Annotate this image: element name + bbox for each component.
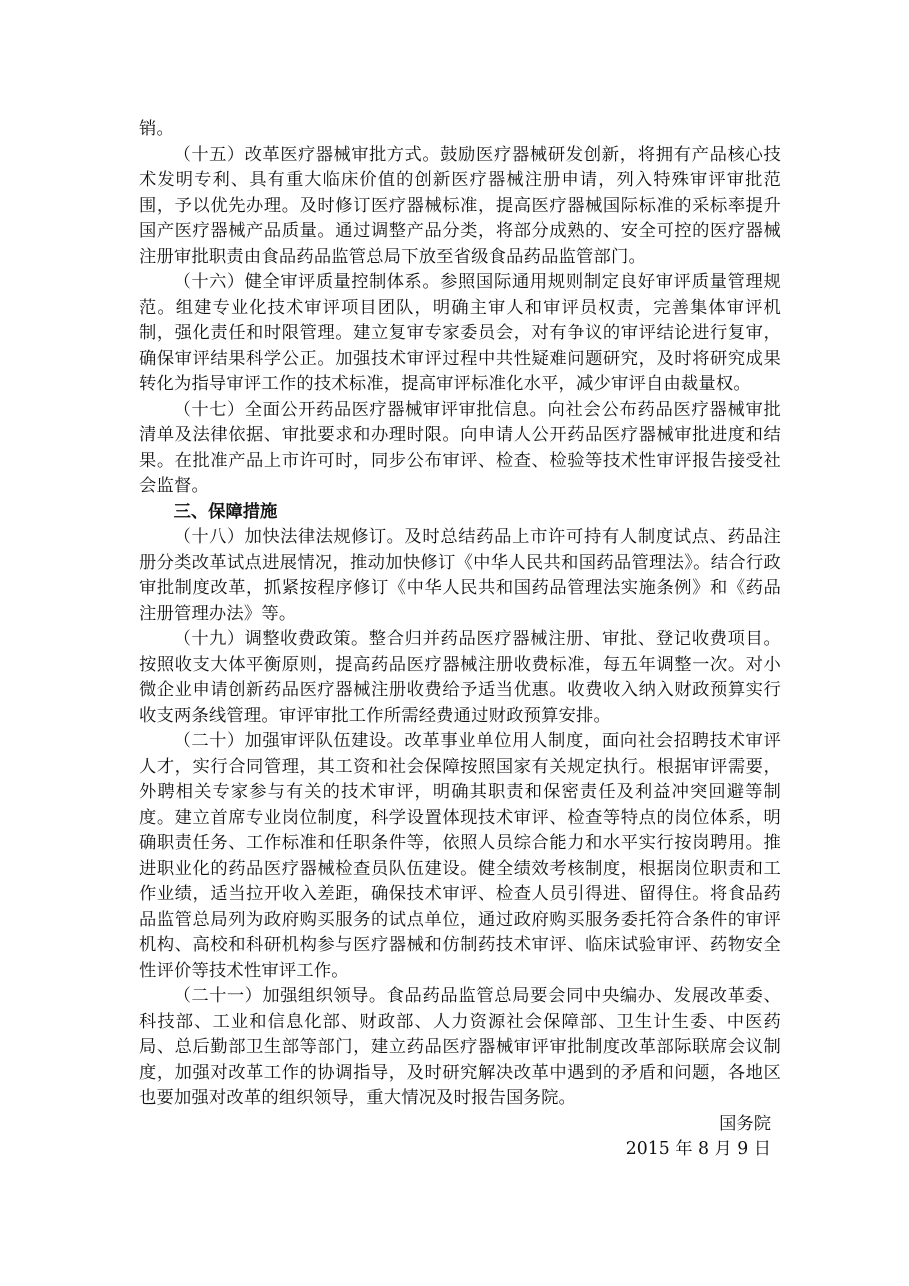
paragraph-16 — [139, 270, 781, 398]
paragraph-body: 鼓励医疗器械研发创新，将拥有产品核心技术发明专利、具有重大临床价值的创新医疗器械注册申请，列入特殊审评审批范围，予以优先办理。及时修订医疗器械标准，提高医疗器械国际标准的采标率提升国产医疗器械产品质量。通过调整产品分类，将部分成熟的、安全可控的医疗器械注册审批职责由食品药品监管总局下放至省级食品药品监管部门。 — [139, 144, 781, 267]
paragraph-18 — [139, 525, 781, 627]
paragraph-21 — [139, 984, 781, 1112]
paragraph-19 — [139, 627, 781, 729]
paragraph-lead: （十九）调整收费政策。 — [173, 629, 369, 649]
signature: 国务院 — [719, 1113, 771, 1134]
paragraph-lead: （十八）加快法律法规修订。 — [173, 527, 405, 547]
section-heading: 三、保障措施 — [173, 501, 278, 522]
paragraph-body: 向社会公布药品医疗器械审批清单及法律依据、审批要求和办理时限。向申请人公开药品医疗器械审批进度和结果。在批准产品上市许可时，同步公布审评、检查、检验等技术性审评报告接受社会监督。 — [139, 399, 781, 496]
continuation-text: 销。 — [139, 119, 174, 139]
paragraph-body: 及时总结药品上市许可持有人制度试点、药品注册分类改革试点进展情况，推动加快修订《中华人民共和国药品管理法》。结合行政审批制度改革，抓紧按程序修订《中华人民共和国药品管理法实施条例》和《药品注册管理办法》等。 — [139, 527, 781, 624]
paragraph-20 — [139, 729, 781, 984]
paragraph-body: 整合归并药品医疗器械注册、审批、登记收费项目。按照收支大体平衡原则，提高药品医疗器械注册收费标准，每五年调整一次。对小微企业申请创新药品医疗器械注册收费给予适当优惠。收费收入纳入财政预算实行收支两条线管理。审评审批工作所需经费通过财政预算安排。 — [139, 629, 781, 726]
document-page — [139, 117, 781, 1163]
paragraph-lead: （十六）健全审评质量控制体系。 — [173, 272, 441, 292]
paragraph-body: 参照国际通用规则制定良好审评质量管理规范。组建专业化技术审评项目团队，明确主审人和审评员权责，完善集体审评机制，强化责任和时限管理。建立复审专家委员会，对有争议的审评结论进行复审，确保审评结果科学公正。加强技术审评过程中共性疑难问题研究，及时将研究成果转化为指导审评工作的技术标准，提高审评标准化水平，减少审评自由裁量权。 — [139, 272, 781, 394]
paragraph-17 — [139, 398, 781, 500]
paragraph-lead: （二十）加强审评队伍建设。 — [173, 731, 405, 751]
paragraph-15 — [139, 143, 781, 271]
issue-date: 2015 年 8 月 9 日 — [625, 1139, 771, 1159]
paragraph-body: 改革事业单位用人制度，面向社会招聘技术审评人才，实行合同管理，其工资和社会保障按照国家有关规定执行。根据审评需要，外聘相关专家参与有关的技术审评，明确其职责和保密责任及利益冲突回避等制度。建立首席专业岗位制度，科学设置体现技术审评、检查等特点的岗位体系，明确职责任务、工作标准和任职条件等，依照人员综合能力和水平实行按岗聘用。推进职业化的药品医疗器械检查员队伍建设。健全绩效考核制度，根据岗位职责和工作业绩，适当拉开收入差距，确保技术审评、检查人员引得进、留得住。将食品药品监管总局列为政府购买服务的试点单位，通过政府购买服务委托符合条件的审评机构、高校和科研机构参与医疗器械和仿制药技术审评、临床试验审评、药物安全性评价等技术性审评工作。 — [139, 731, 781, 981]
paragraph-lead: （二十一）加强组织领导。 — [173, 986, 387, 1006]
paragraph-lead: （十五）改革医疗器械审批方式。 — [173, 144, 441, 165]
paragraph-body: 食品药品监管总局要会同中央编办、发展改革委、科技部、工业和信息化部、财政部、人力资源社会保障部、卫生计生委、中医药局、总后勤部卫生部等部门，建立药品医疗器械审评审批制度改革部际联席会议制度，加强对改革工作的协调指导，及时研究解决改革中遇到的矛盾和问题，各地区也要加强对改革的组织领导，重大情况及时报告国务院。 — [139, 986, 781, 1108]
paragraph-lead: （十七）全面公开药品医疗器械审评审批信息。 — [173, 399, 548, 420]
